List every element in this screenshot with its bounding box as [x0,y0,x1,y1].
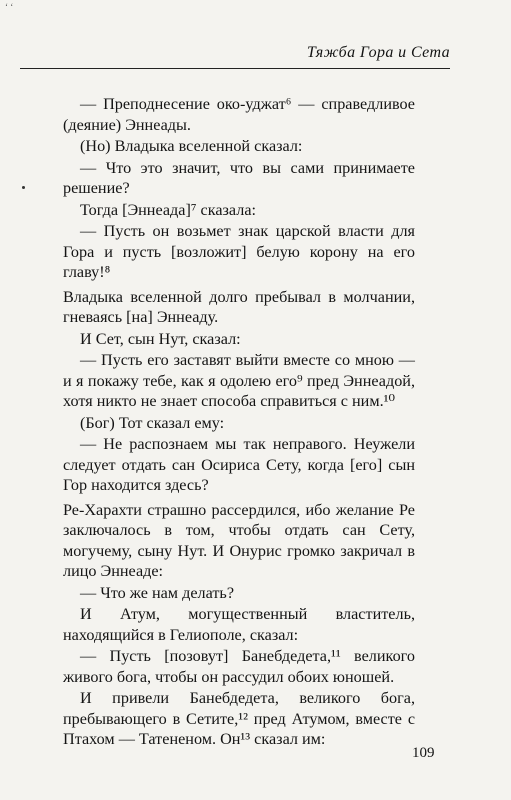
paragraph: (Бог) Тот сказал ему: [80,413,225,432]
paragraph: — Что же нам делать? [80,583,235,602]
paragraph: И Сет, сын Нут, сказал: [80,329,241,348]
paragraph: — Пусть его заставят выйти вместе со мною — и я покажу тебе, как я одолею его⁹ пред Эннеадой, хотя никто не знает способа справиться с ним.¹⁰ [63,351,415,410]
paragraph: — Пусть он возьмет знак царской власти для Гора и пусть [возложит] белую корону на его главу!⁸ [63,222,415,281]
header-rule [20,68,450,69]
paragraph: (Но) Владыка вселенной сказал: [80,137,303,155]
page-header [20,44,450,64]
corner-mark: ‘ ‘ [5,2,14,12]
page-number: 109 [412,745,435,761]
paragraph: И привели Банебдедета, великого бога, пребывающего в Сетите,¹² пред Атумом, вместе с Птахом — Татененом. Он¹³ сказал им: [63,689,415,748]
running-title: Тяжба Гора и Сета [306,44,450,61]
paragraph: Ре-Харахти страшно рассердился, ибо желание Ре заключалось в том, чтобы отдать сан Сету, могучему, сыну Нут. И Онурис громко закричал в лицо Эннеаде: [63,500,415,580]
paragraph: — Не распознаем мы так неправого. Неужели следует отдать сан Осириса Сету, когда [его] сын Гор находится здесь? [63,435,415,494]
body-text [63,94,415,751]
paragraph: — Что это значит, что вы сами принимаете решение? [63,158,415,197]
paragraph: — Пусть [позовут] Банебдедета,¹¹ великого живого бога, чтобы он рассудил обоих юношей. [63,647,415,686]
scan-speck [22,186,25,189]
paragraph: И Атум, могущественный властитель, находящийся в Гелиополе, сказал: [63,605,415,644]
paragraph: — Преподнесение око-уджат⁶ — справедливое (деяние) Эннеады. [63,95,415,134]
paragraph: Тогда [Эннеада]⁷ сказала: [80,200,257,219]
paragraph: Владыка вселенной долго пребывал в молчании, гневаясь [на] Эннеаду. [63,287,415,326]
